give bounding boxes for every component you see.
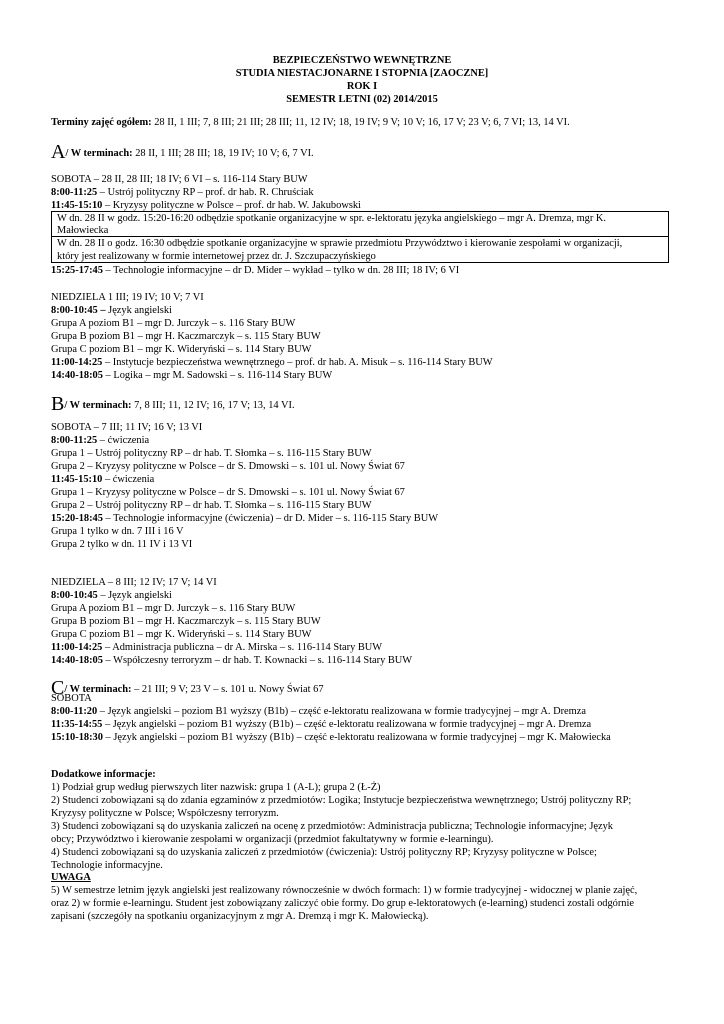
list-item: 11:00-14:25 – Instytucje bezpieczeństwa wewnętrznego – prof. dr hab. A. Misuk – s. 116-114 Stary BUW (51, 357, 493, 368)
section-b-sunday-header: NIEDZIELA – 8 III; 12 IV; 17 V; 14 VI (51, 577, 217, 588)
section-c-heading: C/ W terminach: – 21 III; 9 V; 23 V – s. 101 u. Nowy Świat 67 (51, 677, 324, 699)
overall-terms: Terminy zajęć ogółem: 28 II, 1 III; 7, 8 III; 21 III; 28 III; 11, 12 IV; 18, 19 IV; 9 V; 10 V; 16, 17 V; 23 V; 6, 7 VI; 13, 14 VI. (51, 117, 570, 128)
list-item: Grupa 1 tylko w dn. 7 III i 16 V (51, 526, 184, 537)
list-item: Grupa 2 – Kryzysy polityczne w Polsce – dr S. Dmowski – s. 101 ul. Nowy Świat 67 (51, 461, 405, 472)
list-item: Grupa A poziom B1 – mgr D. Jurczyk – s. 116 Stary BUW (51, 318, 296, 329)
list-item: 15:25-17:45 – Technologie informacyjne – dr D. Mider – wykład – tylko w dn. 28 III; 18 IV; 6 VI (51, 265, 460, 276)
list-item: Grupa 1 – Ustrój polityczny RP – dr hab. T. Słomka – s. 116-115 Stary BUW (51, 448, 372, 459)
info-item: oraz 2) w formie e-learningu. Student jest zobowiązany zaliczyć obie formy. Do grup e-lektoratowych (e-learning) studenci zostali odgórnie (51, 898, 635, 909)
info-heading: Dodatkowe informacje: (51, 769, 156, 780)
list-item: 11:45-15:10 – Kryzysy polityczne w Polsce – prof. dr hab. W. Jakubowski (51, 200, 361, 211)
list-item: 8:00-11:25 – ćwiczenia (51, 435, 150, 446)
note-text: W dn. 28 II w godz. 15:20-16:20 odbędzie spotkanie organizacyjne w spr. e-lektoratu języka angielskiego – mgr A. Dremza, mgr K. (57, 213, 607, 224)
list-item: 15:10-18:30 – Język angielski – poziom B1 wyższy (B1b) – część e-lektoratu realizowana w formie tradycyjnej – mgr K. Małowiecka (51, 732, 611, 743)
list-item: 11:00-14:25 – Administracja publiczna – dr A. Mirska – s. 116-114 Stary BUW (51, 642, 383, 653)
section-b-heading: B/ W terminach: 7, 8 III; 11, 12 IV; 16, 17 V; 13, 14 VI. (51, 393, 295, 415)
note-text: który jest realizowany w formie internetowej przez dr. J. Szczupaczyńskiego (57, 251, 376, 262)
info-item: 5) W semestrze letnim język angielski jest realizowany równocześnie w dwóch formach: 1) w formie tradycyjnej - widocznej w planie zajęć, (51, 885, 638, 896)
list-item: 15:20-18:45 – Technologie informacyjne (ćwiczenia) – dr D. Mider – s. 116-115 Stary BUW (51, 513, 438, 524)
list-item: 14:40-18:05 – Logika – mgr M. Sadowski – s. 116-114 Stary BUW (51, 370, 333, 381)
info-item: 2) Studenci zobowiązani są do zdania egzaminów z przedmiotów: Logika; Instytucje bezpieczeństwa wewnętrznego; Ustrój polityczny RP; (51, 795, 632, 806)
list-item: Grupa 2 tylko w dn. 11 IV i 13 VI (51, 539, 193, 550)
list-item: Grupa C poziom B1 – mgr K. Wideryński – s. 114 Stary BUW (51, 629, 312, 640)
list-item: Grupa A poziom B1 – mgr D. Jurczyk – s. 116 Stary BUW (51, 603, 296, 614)
section-a-heading: A/ W terminach: 28 II, 1 III; 28 III; 18, 19 IV; 10 V; 6, 7 VI. (51, 141, 314, 163)
section-a-sunday-header: NIEDZIELA 1 III; 19 IV; 10 V; 7 VI (51, 292, 204, 303)
info-item: 4) Studenci zobowiązani są do uzyskania zaliczeń z przedmiotów (ćwiczenia): Ustrój polityczny RP; Kryzysy polityczne w Polsce; (51, 847, 597, 858)
info-item: 3) Studenci zobowiązani są do uzyskania zaliczeń na ocenę z przedmiotów: Administracja publiczna; Technologie informacyjne; Język (51, 821, 613, 832)
list-item: Grupa B poziom B1 – mgr H. Kaczmarczyk – s. 115 Stary BUW (51, 616, 321, 627)
document-title: BEZPIECZEŃSTWO WEWNĘTRZNE (272, 55, 452, 66)
list-item: 8:00-11:25 – Ustrój polityczny RP – prof. dr hab. R. Chruściak (51, 187, 314, 198)
info-item: zapisani (szczegóły na spotkaniu organizacyjnym z mgr A. Dremzą i mgr K. Małowiecką). (51, 911, 429, 922)
list-item: 11:45-15:10 – ćwiczenia (51, 474, 155, 485)
section-b-saturday-header: SOBOTA – 7 III; 11 IV; 16 V; 13 VI (51, 422, 203, 433)
list-item: 8:00-10:45 – Język angielski (51, 590, 172, 601)
study-year: ROK I (346, 81, 378, 92)
list-item: Grupa B poziom B1 – mgr H. Kaczmarczyk – s. 115 Stary BUW (51, 331, 321, 342)
info-item: obcy; Przywództwo i kierowanie zespołami w organizacji (przedmiot fakultatywny w formie e-learningu). (51, 834, 494, 845)
info-item: Kryzysy polityczne w Polsce; Współczesny terroryzm. (51, 808, 279, 819)
studies-type: STUDIA NIESTACJONARNE I STOPNIA [ZAOCZNE] (235, 68, 489, 79)
list-item: 14:40-18:05 – Współczesny terroryzm – dr hab. T. Kownacki – s. 116-114 Stary BUW (51, 655, 413, 666)
semester: SEMESTR LETNI (02) 2014/2015 (286, 94, 438, 105)
section-c-saturday-header: SOBOTA (51, 693, 92, 704)
list-item: Grupa C poziom B1 – mgr K. Wideryński – s. 114 Stary BUW (51, 344, 312, 355)
list-item: Grupa 1 – Kryzysy polityczne w Polsce – dr S. Dmowski – s. 101 ul. Nowy Świat 67 (51, 487, 405, 498)
info-item: Technologie informacyjne. (51, 860, 163, 871)
warning-heading: UWAGA (51, 872, 91, 883)
section-a-saturday-header: SOBOTA – 28 II, 28 III; 18 IV; 6 VI – s. 116-114 Stary BUW (51, 174, 308, 185)
list-item: 8:00-11:20 – Język angielski – poziom B1 wyższy (B1b) – część e-lektoratu realizowana w formie tradycyjnej – mgr A. Dremza (51, 706, 586, 717)
note-text: Małowiecka (57, 225, 109, 236)
list-item: 8:00-10:45 – Język angielski (51, 305, 172, 316)
list-item: Grupa 2 – Ustrój polityczny RP – dr hab. T. Słomka – s. 116-115 Stary BUW (51, 500, 372, 511)
list-item: 11:35-14:55 – Język angielski – poziom B1 wyższy (B1b) – część e-lektoratu realizowana w formie tradycyjnej – mgr A. Dremza (51, 719, 592, 730)
note-text: W dn. 28 II o godz. 16:30 odbędzie spotkanie organizacyjne w sprawie przedmiotu Przywództwo i kierowanie zespołami w organizacji, (57, 238, 623, 249)
info-item: 1) Podział grup według pierwszych liter nazwisk: grupa 1 (A-L); grupa 2 (Ł-Ż) (51, 782, 381, 793)
